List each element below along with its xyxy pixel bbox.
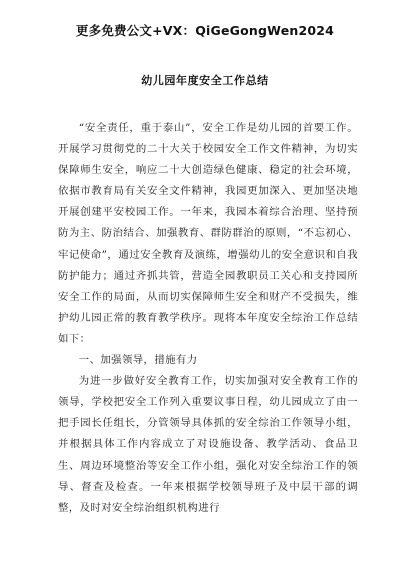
section-paragraph: 为进一步做好安全教育工作，切实加强对安全教育工作的领导，学校把安全工作列入重要议事日程，幼儿园成立了由一把手园长任组长，分管领导具体抓的安全综治工作领导小组，并根据具体工作内容成立了对设施设备、教学活动、食品卫生、周边环境整治等安全工作小组，强化对安全综治工作的领导、督查及检查。一年来根据学校领导班子及中层干部的调整，及时对安全综治组织机构进行: [58, 375, 358, 514]
document-body: [58, 118, 358, 519]
intro-paragraph: “安全责任，重于泰山”，安全工作是幼儿园的首要工作。开展学习贯彻党的二十大关于校园安全工作文件精神，为切实保障师生安全，响应二十大创造绿色健康、稳定的社会环境，依据市教育局有关安全文件精神，我园更加深入、更加坚决地开展创建平安校园工作。一年来，我园本着综合治理、坚持预防为主、防治结合、加强教育、群防群治的原则，“不忘初心、牢记使命”，通过安全教育及演练，增强幼儿的安全意识和自我防护能力；通过齐抓共管，营造全园教职员工关心和支持园所安全工作的局面，从而切实保障师生安全和财产不受损失，维护幼儿园正常的教育教学秩序。现将本年度安全综治工作总结如下：: [58, 122, 358, 345]
promo-banner: 更多免费公文+VX：QiGeGongWen2024: [75, 23, 335, 38]
section-heading: 一、加强领导，措施有力: [78, 354, 198, 367]
document-title: 幼儿园年度安全工作总结: [141, 74, 269, 87]
